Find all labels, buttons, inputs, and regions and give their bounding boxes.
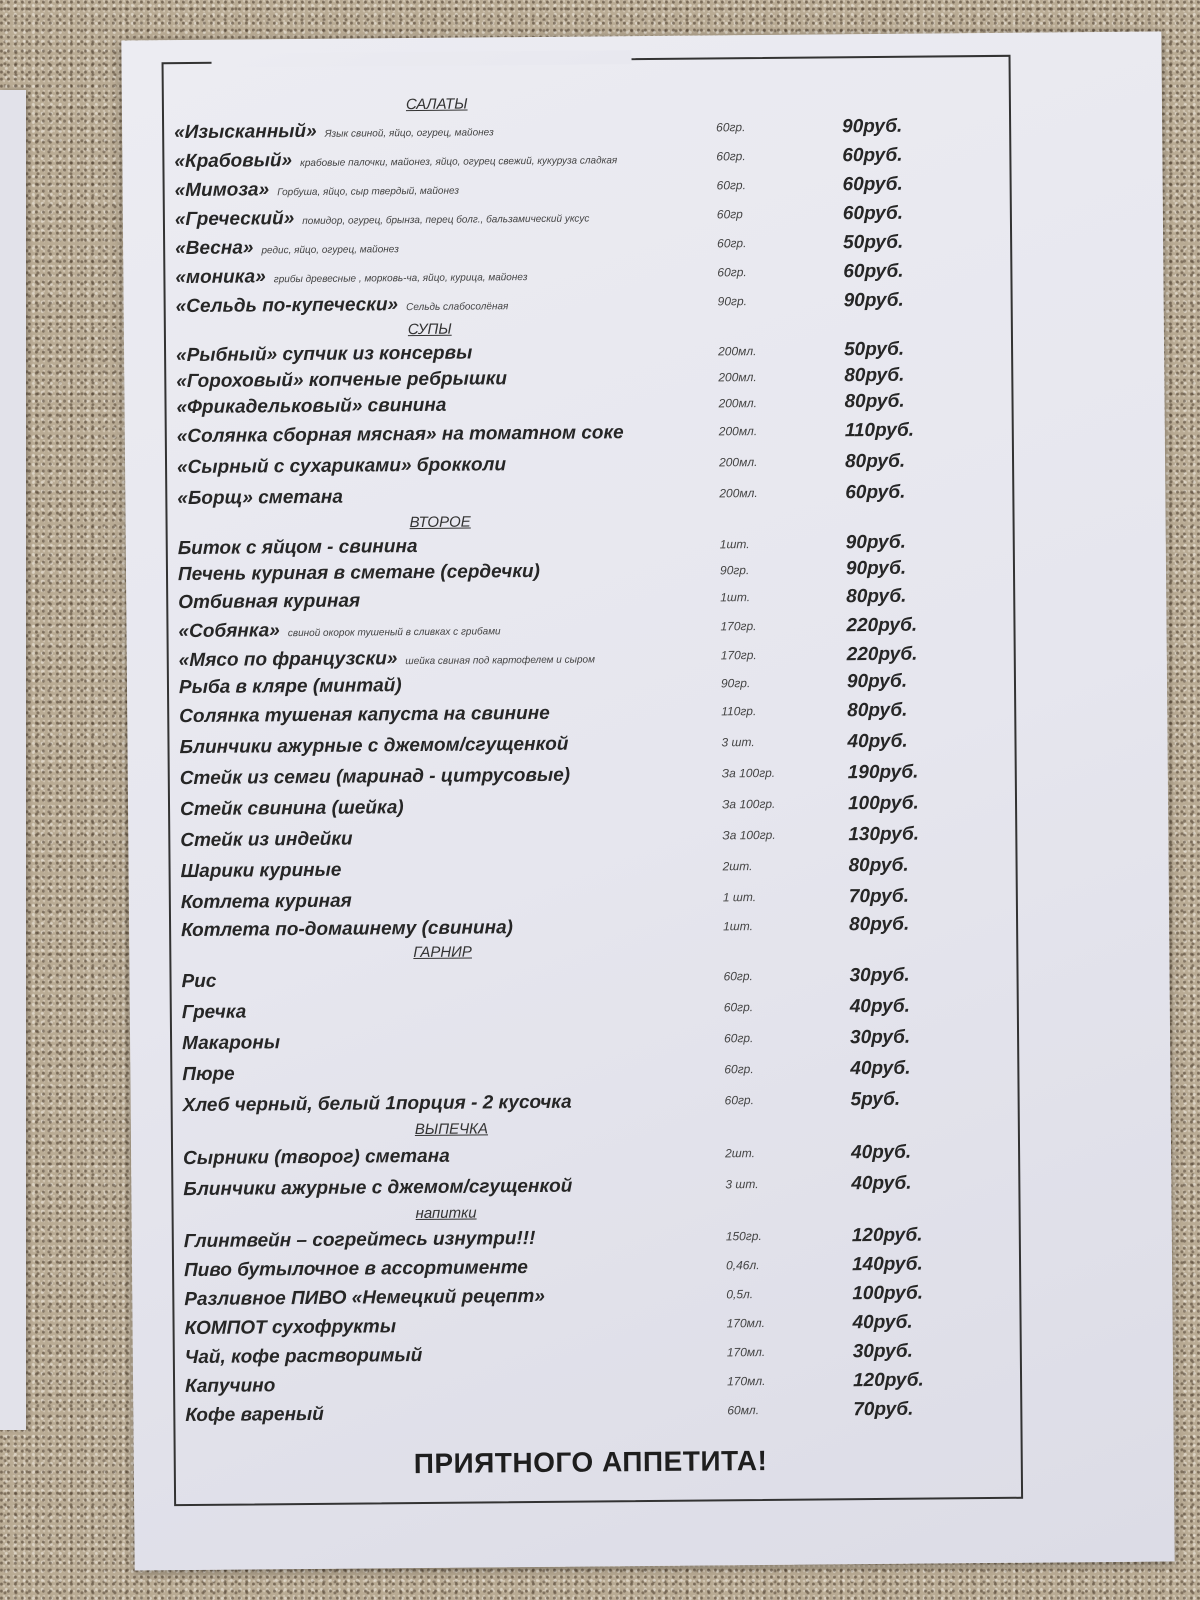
- item-name: Гречка: [181, 1001, 247, 1024]
- item-desc: шейка свиная под картофелем и сыром: [405, 654, 595, 668]
- item-name: Рис: [181, 970, 217, 993]
- item-price: 40руб.: [849, 995, 910, 1018]
- item-name: Котлета куриная: [180, 890, 352, 914]
- item-price: 60руб.: [842, 173, 903, 196]
- section-title-soups: СУПЫ: [407, 320, 452, 339]
- item-price: 30руб.: [849, 964, 910, 987]
- item-price: 40руб.: [850, 1057, 911, 1080]
- item-portion: 200мл.: [719, 486, 758, 501]
- item-price: 80руб.: [844, 364, 905, 387]
- item-price: 80руб.: [844, 390, 905, 413]
- item-price: 130руб.: [848, 823, 920, 846]
- item-portion: За 100гр.: [722, 827, 776, 843]
- item-price: 110руб.: [844, 419, 915, 442]
- item-name: «Собянка»: [178, 620, 280, 643]
- item-name: Стейк свинина (шейка): [179, 797, 404, 821]
- item-portion: 200мл.: [718, 455, 758, 470]
- item-portion: 90гр.: [719, 563, 750, 578]
- item-portion: 1шт.: [720, 590, 751, 605]
- item-price: 220руб.: [846, 643, 918, 666]
- item-price: 100руб.: [852, 1282, 924, 1305]
- item-name: «Рыбный» супчик из консервы: [176, 342, 473, 367]
- item-portion: 0,46л.: [725, 1258, 760, 1273]
- item-price: 80руб.: [846, 585, 907, 608]
- item-portion: За 100гр.: [721, 796, 776, 812]
- section-title-salads: САЛАТЫ: [405, 95, 468, 114]
- item-portion: 170гр.: [720, 648, 757, 663]
- item-price: 50руб.: [843, 231, 904, 254]
- item-portion: 200мл.: [718, 396, 757, 411]
- item-desc: свиной окорок тушеный в сливках с грибами: [287, 626, 501, 640]
- item-price: 80руб.: [848, 854, 909, 877]
- item-portion: 170мл.: [727, 1373, 766, 1389]
- adjacent-paper-sheet: [0, 90, 26, 1430]
- item-price: 90руб.: [845, 557, 907, 580]
- item-name: Шарики куриные: [180, 859, 342, 883]
- item-desc: Язык свиной, яйцо, огурец, майонез: [324, 127, 494, 140]
- item-price: 70руб.: [848, 885, 910, 908]
- item-name: Пюре: [182, 1063, 235, 1086]
- item-name: Глинтвейн – согрейтесь изнутри!!!: [183, 1227, 536, 1253]
- item-portion: 200мл.: [718, 370, 757, 385]
- item-desc: Сельдь слабосолёная: [406, 301, 509, 314]
- item-name: Рыба в кляре (минтай): [178, 675, 402, 699]
- item-portion: 60гр.: [723, 1000, 754, 1015]
- item-portion: 200мл.: [718, 424, 758, 439]
- item-name: «Солянка сборная мясная» на томатном соке: [176, 422, 624, 448]
- item-portion: 200мл.: [718, 344, 757, 359]
- item-price: 190руб.: [847, 761, 919, 784]
- item-price: 140руб.: [851, 1253, 923, 1276]
- item-price: 100руб.: [847, 792, 919, 815]
- item-portion: 2шт.: [725, 1146, 755, 1161]
- item-name: Стейк из семги (маринад - цитрусовые): [179, 764, 571, 790]
- item-portion: 110гр.: [721, 704, 757, 719]
- item-name: Чай, кофе растворимый: [184, 1344, 423, 1369]
- item-portion: 60мл.: [727, 1403, 760, 1418]
- item-portion: 60гр: [716, 207, 743, 222]
- item-portion: 90гр.: [717, 294, 747, 309]
- item-name: Блинчики ажурные с джемом/сгущенкой: [183, 1175, 573, 1201]
- item-price: 120руб.: [852, 1369, 924, 1392]
- item-name: «Сельдь по-купечески»: [175, 294, 399, 318]
- item-price: 220руб.: [846, 614, 918, 637]
- item-name: Разливное ПИВО «Немецкий рецепт»: [184, 1285, 546, 1311]
- item-name: Кофе вареный: [185, 1403, 324, 1427]
- item-name: «Весна»: [175, 237, 254, 260]
- item-portion: 3 шт.: [721, 735, 755, 750]
- item-desc: редис, яйцо, огурец, майонез: [261, 244, 399, 257]
- item-name: Сырники (творог) сметана: [183, 1145, 450, 1170]
- item-price: 90руб.: [845, 531, 906, 554]
- item-desc: грибы древесные , морковь-ча, яйцо, курица, майонез: [273, 272, 528, 286]
- item-price: 80руб.: [847, 699, 908, 722]
- item-name: Блинчики ажурные с джемом/сгущенкой: [179, 733, 569, 759]
- item-portion: 2шт.: [722, 859, 753, 874]
- item-price: 40руб.: [851, 1172, 912, 1195]
- item-portion: 0,5л.: [726, 1287, 754, 1302]
- item-name: «Изысканный»: [174, 120, 317, 144]
- item-portion: 150гр.: [725, 1229, 762, 1244]
- item-name: «моника»: [175, 266, 266, 289]
- item-desc: помидор, огурец, брынза, перец болг., бальзамический уксус: [302, 213, 590, 227]
- item-price: 60руб.: [845, 481, 906, 504]
- item-portion: 170мл.: [726, 1344, 766, 1360]
- item-name: Солянка тушеная капуста на свинине: [179, 702, 550, 728]
- item-price: 90руб.: [843, 289, 904, 312]
- item-portion: 170гр.: [720, 619, 757, 634]
- item-name: Печень куриная в сметане (сердечки): [177, 560, 540, 586]
- item-price: 90руб.: [842, 115, 903, 138]
- item-name: Биток с яйцом - свинина: [177, 536, 418, 560]
- item-name: «Крабовый»: [174, 150, 293, 173]
- section-title-sides: ГАРНИР: [413, 943, 472, 962]
- item-name: КОМПОТ сухофрукты: [184, 1316, 397, 1340]
- section-title-main-courses: ВТОРОЕ: [409, 513, 471, 532]
- item-price: 120руб.: [851, 1224, 923, 1247]
- item-portion: 60гр.: [716, 178, 746, 193]
- item-portion: 1 шт.: [722, 890, 757, 905]
- item-price: 5руб.: [850, 1088, 901, 1111]
- item-price: 50руб.: [843, 338, 905, 361]
- item-price: 90руб.: [846, 670, 908, 693]
- item-price: 60руб.: [842, 144, 903, 167]
- item-name: Хлеб черный, белый 1порция - 2 кусочка: [182, 1091, 572, 1117]
- item-price: 30руб.: [852, 1340, 913, 1363]
- item-name: Отбивная куриная: [178, 590, 361, 614]
- item-desc: Горбуша, яйцо, сыр твердый, майонез: [277, 185, 460, 199]
- item-price: 30руб.: [849, 1026, 911, 1049]
- item-price: 60руб.: [843, 260, 904, 283]
- item-portion: 1шт.: [723, 919, 754, 934]
- item-portion: 60гр.: [716, 120, 746, 135]
- item-portion: 60гр.: [724, 1093, 754, 1108]
- item-portion: 60гр.: [724, 1062, 754, 1077]
- item-portion: 60гр.: [724, 1031, 754, 1046]
- item-name: «Сырный с сухариками» брокколи: [176, 454, 507, 479]
- item-portion: 90гр.: [720, 676, 751, 691]
- item-price: 80руб.: [848, 913, 910, 936]
- section-title-bakery: ВЫПЕЧКА: [414, 1120, 489, 1139]
- menu-list: [174, 89, 1026, 1430]
- item-portion: 170мл.: [726, 1315, 765, 1331]
- item-name: Котлета по-домашнему (свинина): [181, 917, 514, 942]
- item-price: 40руб.: [847, 730, 908, 753]
- item-name: «Борщ» сметана: [177, 486, 343, 510]
- item-price: 40руб.: [852, 1311, 913, 1334]
- item-portion: 3 шт.: [725, 1177, 759, 1192]
- item-name: «Гороховый» копченые ребрышки: [176, 368, 508, 393]
- item-desc: крабовые палочки, майонез, яйцо, огурец свежий, кукуруза сладкая: [300, 155, 618, 170]
- item-portion: 1шт.: [719, 537, 750, 552]
- item-name: «Греческий»: [174, 208, 295, 231]
- item-portion: 60гр.: [717, 265, 747, 280]
- section-title-drinks: напитки: [415, 1204, 477, 1223]
- item-portion: 60гр.: [723, 969, 753, 984]
- item-portion: 60гр.: [717, 236, 747, 251]
- item-name: «Фрикадельковый» свинина: [176, 394, 447, 419]
- item-portion: За 100гр.: [721, 765, 776, 781]
- item-name: Капучино: [185, 1375, 276, 1398]
- closing-message: ПРИЯТНОГО АППЕТИТА!: [413, 1444, 768, 1480]
- item-name: Макароны: [182, 1032, 281, 1055]
- menu-sheet: [121, 31, 1174, 1570]
- item-price: 40руб.: [850, 1141, 912, 1164]
- item-name: Пиво бутылочное в ассортименте: [183, 1257, 529, 1282]
- item-name: «Мимоза»: [174, 179, 270, 202]
- item-name: Стейк из индейки: [180, 828, 353, 852]
- item-portion: 60гр.: [716, 149, 746, 164]
- item-price: 70руб.: [853, 1398, 914, 1421]
- item-price: 60руб.: [842, 202, 904, 225]
- item-name: «Мясо по французски»: [178, 648, 398, 672]
- item-price: 80руб.: [844, 450, 906, 473]
